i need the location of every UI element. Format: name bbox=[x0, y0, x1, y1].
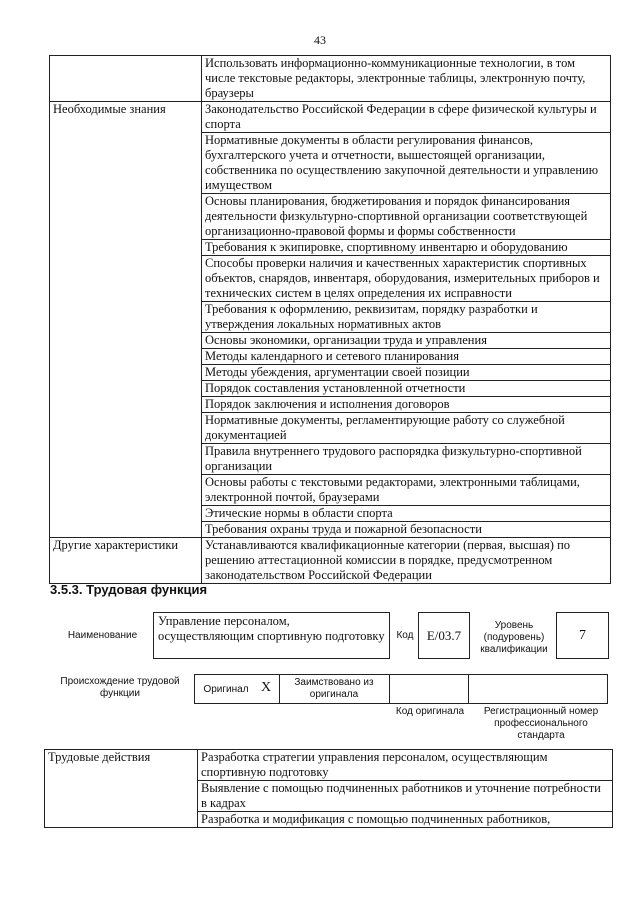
requirement-item: Нормативные документы в области регулирования финансов, бухгалтерского учета и отчетности, вышестоящей организации, собственника по осуществлению закупочной деятельности и управлению имуществом bbox=[202, 133, 611, 194]
requirements-table bbox=[49, 55, 611, 584]
table-row bbox=[45, 750, 613, 781]
borrowed-label: Заимствовано из оригинала bbox=[294, 677, 374, 700]
row-label: Другие характеристики bbox=[50, 538, 202, 584]
requirement-item: Методы календарного и сетевого планирования bbox=[202, 349, 611, 365]
requirement-item: Способы проверки наличия и качественных характеристик спортивных объектов, снарядов, инвентаря, оборудования, измерительных приборов и технических систем в целях определения их исправности bbox=[202, 256, 611, 302]
reg-number-label: Регистрационный номер профессионального стандарта bbox=[483, 706, 599, 741]
labor-action-item: Выявление с помощью подчиненных работников и уточнение потребности в кадрах bbox=[198, 781, 613, 812]
labor-action-item: Разработка и модификация с помощью подчиненных работников, bbox=[198, 812, 613, 828]
requirement-item: Порядок составления установленной отчетности bbox=[202, 381, 611, 397]
origin-row bbox=[194, 674, 608, 704]
origin-label: Происхождение трудовой функции bbox=[60, 676, 180, 699]
requirement-item: Порядок заключения и исполнения договоров bbox=[202, 397, 611, 413]
table-row bbox=[50, 102, 611, 133]
labor-action-item: Разработка стратегии управления персоналом, осуществляющим спортивную подготовку bbox=[198, 750, 613, 781]
original-label: Оригинал bbox=[203, 684, 249, 695]
page-number: 43 bbox=[314, 33, 326, 47]
code-label: Код bbox=[396, 630, 414, 641]
labor-actions-label: Трудовые действия bbox=[45, 750, 198, 828]
original-mark: X bbox=[261, 680, 272, 695]
requirement-item: Основы планирования, бюджетирования и порядок финансирования деятельности физкультурно-спортивной организации соответствующей организационно-правовой формы и формы собственности bbox=[202, 194, 611, 240]
labor-actions-table bbox=[44, 749, 613, 828]
row-label: Необходимые знания bbox=[50, 102, 202, 538]
function-name-field: Управление персоналом, осуществляющим спортивную подготовку bbox=[153, 612, 390, 659]
function-code-field: Е/03.7 bbox=[418, 612, 470, 659]
qualification-level-label: Уровень (подуровень) квалификации bbox=[480, 620, 548, 655]
requirement-item: Использовать информационно-коммуникационные технологии, в том числе текстовые редакторы, электронные таблицы, электронную почту, браузеры bbox=[202, 56, 611, 102]
qualification-level-field: 7 bbox=[556, 612, 609, 659]
requirement-item: Основы экономики, организации труда и управления bbox=[202, 333, 611, 349]
table-row bbox=[50, 538, 611, 584]
borrowed-cell bbox=[280, 675, 390, 703]
code-original-cell bbox=[390, 675, 469, 703]
requirement-item: Нормативные документы, регламентирующие работу со служебной документацией bbox=[202, 413, 611, 444]
section-title: 3.5.3. Трудовая функция bbox=[50, 582, 208, 597]
requirement-item: Требования к экипировке, спортивному инвентарю и оборудованию bbox=[202, 240, 611, 256]
code-original-label: Код оригинала bbox=[395, 706, 465, 717]
requirement-item: Этические нормы в области спорта bbox=[202, 506, 611, 522]
name-label: Наименование bbox=[67, 630, 138, 641]
reg-number-cell bbox=[469, 675, 607, 703]
requirement-item: Законодательство Российской Федерации в сфере физической культуры и спорта bbox=[202, 102, 611, 133]
requirement-item: Устанавливаются квалификационные категории (первая, высшая) по решению аттестационной комиссии в порядке, предусмотренном законодательством Российской Федерации bbox=[202, 538, 611, 584]
requirement-item: Требования охраны труда и пожарной безопасности bbox=[202, 522, 611, 538]
row-label bbox=[50, 56, 202, 102]
original-cell bbox=[195, 675, 280, 703]
requirement-item: Правила внутреннего трудового распорядка физкультурно-спортивной организации bbox=[202, 444, 611, 475]
requirement-item: Основы работы с текстовыми редакторами, электронными таблицами, электронной почтой, браузерами bbox=[202, 475, 611, 506]
requirement-item: Методы убеждения, аргументации своей позиции bbox=[202, 365, 611, 381]
table-row bbox=[50, 56, 611, 102]
requirement-item: Требования к оформлению, реквизитам, порядку разработки и утверждения локальных нормативных актов bbox=[202, 302, 611, 333]
